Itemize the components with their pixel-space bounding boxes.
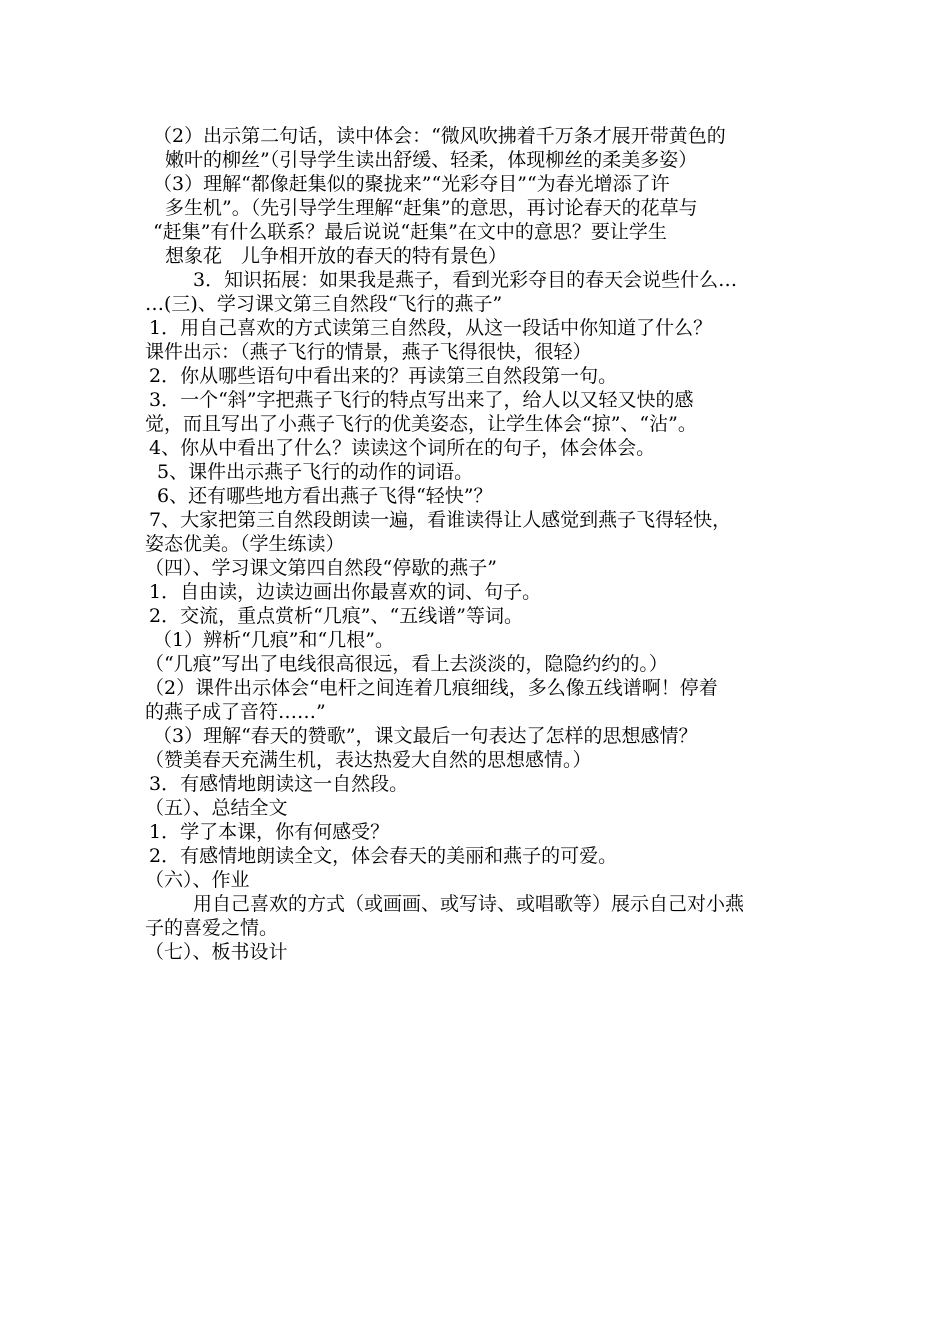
text-line: 3．知识拓展：如果我是燕子，看到光彩夺目的春天会说些什么… bbox=[193, 269, 738, 291]
text-line: 觉，而且写出了小燕子飞行的优美姿态，让学生体会“掠”、“沾”。 bbox=[145, 413, 697, 435]
text-line: 用自己喜欢的方式（或画画、或写诗、或唱歌等）展示自己对小燕 bbox=[193, 893, 745, 915]
document-body bbox=[145, 124, 817, 964]
text-line: 嫩叶的柳丝”（引导学生读出舒缓、轻柔，体现柳丝的柔美多姿） bbox=[165, 149, 698, 171]
section-heading: （五）、总结全文 bbox=[145, 797, 288, 819]
text-line: 姿态优美。（学生练读） bbox=[145, 533, 345, 555]
text-line: 子的喜爱之情。 bbox=[145, 917, 279, 939]
section-heading: （六）、作业 bbox=[145, 869, 250, 891]
text-line: 6、还有哪些地方看出燕子飞得“轻快”？ bbox=[157, 485, 493, 507]
text-line: （“几痕”写出了电线很高很远，看上去淡淡的，隐隐约约的。） bbox=[145, 653, 668, 675]
text-line: 1．用自己喜欢的方式读第三自然段，从这一段话中你知道了什么？ bbox=[149, 317, 713, 339]
text-line: 1．自由读，边读边画出你最喜欢的词、句子。 bbox=[149, 581, 542, 603]
text-line: 1．学了本课，你有何感受？ bbox=[149, 821, 390, 843]
text-line: （赞美春天充满生机，表达热爱大自然的思想感情。） bbox=[145, 749, 592, 771]
text-line: 4、你从中看出了什么？读读这个词所在的句子，体会体会。 bbox=[149, 437, 656, 459]
text-line: 2．有感情地朗读全文，体会春天的美丽和燕子的可爱。 bbox=[149, 845, 618, 867]
text-line: 课件出示：（燕子飞行的情景，燕子飞得很快，很轻） bbox=[145, 341, 592, 363]
text-line: （1）辨析“几痕”和“几根”。 bbox=[153, 629, 394, 651]
text-line: 2．你从哪些语句中看出来的？再读第三自然段第一句。 bbox=[149, 365, 618, 387]
text-line: （3）理解“都像赶集似的聚拢来”“光彩夺目”“为春光增添了许 bbox=[153, 173, 670, 195]
text-line: “赶集”有什么联系？最后说说“赶集”在文中的意思？要让学生 bbox=[153, 221, 667, 243]
text-line: 3．一个“斜”字把燕子飞行的特点写出来了，给人以又轻又快的感 bbox=[149, 389, 694, 411]
text-line: 多生机”。（先引导学生理解“赶集”的意思，再讨论春天的花草与 bbox=[165, 197, 698, 219]
text-line: （3）理解“春天的赞歌”，课文最后一句表达了怎样的思想感情？ bbox=[153, 725, 698, 747]
text-line: 2．交流，重点赏析“几痕”、“五线谱”等词。 bbox=[149, 605, 523, 627]
text-line: （2）课件出示体会“电杆之间连着几痕细线，多么像五线谱啊！停着 bbox=[145, 677, 718, 699]
section-heading: …(三)、学习课文第三自然段“飞行的燕子” bbox=[145, 293, 503, 315]
text-line: 3．有感情地朗读这一自然段。 bbox=[149, 773, 409, 795]
text-line: （2）出示第二句话，读中体会：“微风吹拂着千万条才展开带黄色的 bbox=[153, 125, 726, 147]
text-line: 7、大家把第三自然段朗读一遍，看谁读得让人感觉到燕子飞得轻快， bbox=[149, 509, 732, 531]
text-line: 想象花 儿争相开放的春天的特有景色） bbox=[165, 245, 508, 267]
section-heading: （七）、板书设计 bbox=[145, 941, 288, 963]
text-line: 5、课件出示燕子飞行的动作的词语。 bbox=[157, 461, 474, 483]
text-line: 的燕子成了音符……” bbox=[145, 701, 326, 723]
section-heading: （四）、学习课文第四自然段“停歇的燕子” bbox=[145, 557, 497, 579]
